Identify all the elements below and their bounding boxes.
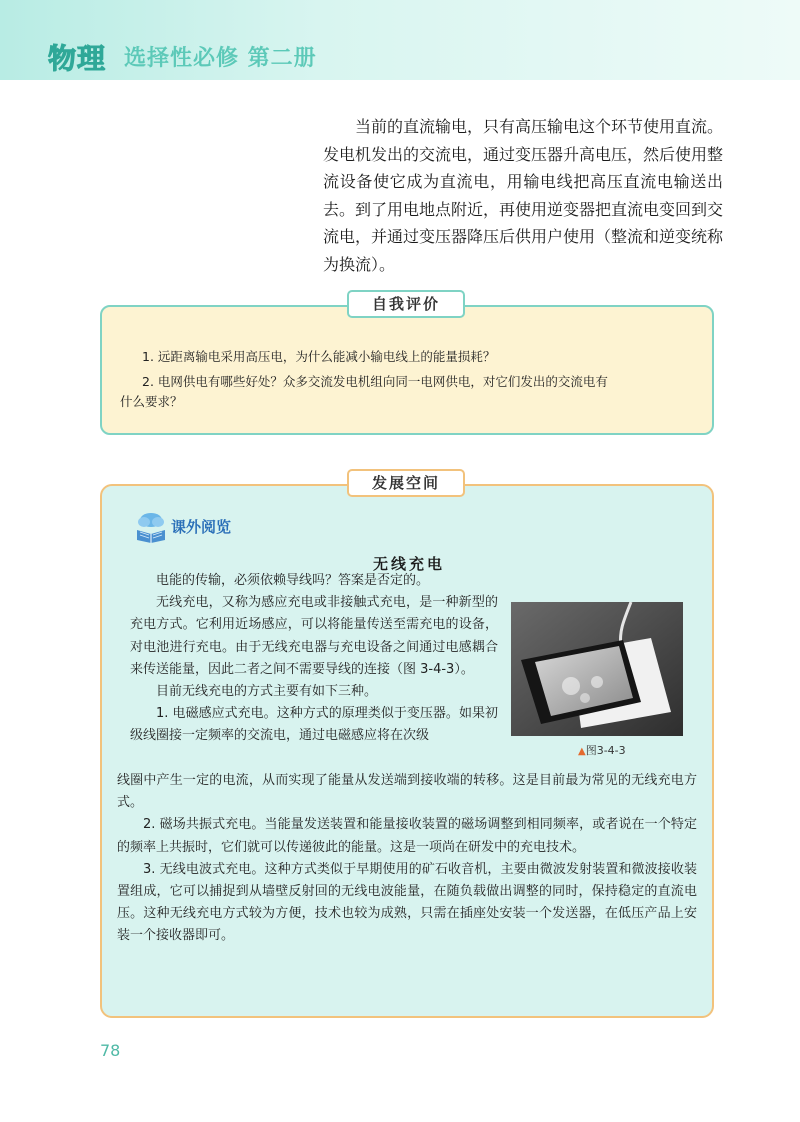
page-header xyxy=(0,0,800,80)
article-title: 无线充电 xyxy=(372,555,445,573)
self-assessment-box xyxy=(100,305,714,435)
book-title: 物理 xyxy=(48,42,107,75)
assessment-question-2-line1: 2. 电网供电有哪些好处？众多交流发电机组向同一电网供电，对它们发出的交流电有 xyxy=(142,374,608,389)
triangle-marker-icon: ▲ xyxy=(578,746,586,757)
wireless-charging-photo xyxy=(511,602,683,736)
figure-caption-text: 图3-4-3 xyxy=(585,744,626,757)
article-body-bottom xyxy=(117,770,697,948)
intro-paragraph xyxy=(323,113,723,278)
self-assessment-title: 自我评价 xyxy=(347,290,465,318)
article-paragraph: 无线充电，又称为感应充电或非接触式充电，是一种新型的充电方式。它利用近场感应，可以将能量传送至需充电的设备，对电池进行充电。由于无线充电器与充电设备之间通过电感耦合来传送能量，因此二者之间不需要导线的连接（图 3-4-3）。 xyxy=(130,595,498,677)
book-cloud-icon xyxy=(133,508,169,544)
assessment-question-2-line2: 什么要求？ xyxy=(120,394,183,409)
development-space-title: 发展空间 xyxy=(347,469,465,497)
intro-text: 当前的直流输电，只有高压输电这个环节使用直流。发电机发出的交流电，通过变压器升高电压，然后使用整流设备使它成为直流电，用输电线把高压直流电输送出去。到了用电地点附近，再使用逆变器把直流电变回到交流电，并通过变压器降压后供用户使用（整流和逆变统称为换流）。 xyxy=(323,117,724,274)
book-subtitle: 选择性必修 第二册 xyxy=(124,46,317,71)
assessment-question-1: 1. 远距离输电采用高压电，为什么能减小输电线上的能量损耗？ xyxy=(142,349,496,364)
article-paragraph: 1. 电磁感应式充电。这种方式的原理类似于变压器。如果初级线圈接一定频率的交流电，通过电磁感应将在次级 xyxy=(130,706,498,744)
figure-caption xyxy=(578,742,626,758)
article-paragraph: 2. 磁场共振式充电。当能量发送装置和能量接收装置的磁场调整到相同频率，或者说在一个特定的频率上共振时，它们就可以传递彼此的能量。这是一项尚在研发中的充电技术。 xyxy=(117,817,697,855)
article-paragraph: 电能的传输，必须依赖导线吗？答案是否定的。 xyxy=(156,573,430,588)
assessment-question-2 xyxy=(120,372,702,412)
extracurricular-reading-label: 课外阅览 xyxy=(171,518,232,536)
article-body-top xyxy=(130,570,498,748)
article-paragraph: 目前无线充电的方式主要有如下三种。 xyxy=(156,684,378,700)
article-paragraph: 线圈中产生一定的电流，从而实现了能量从发送端到接收端的转移。这是目前最为常见的无线充电方式。 xyxy=(117,773,697,811)
page-number: 78 xyxy=(100,1041,121,1060)
article-paragraph: 3. 无线电波式充电。这种方式类似于早期使用的矿石收音机，主要由微波发射装置和微波接收装置组成，它可以捕捉到从墙壁反射回的无线电波能量，在随负载做出调整的同时，保持稳定的直流电压。这种无线充电方式较为方便，技术也较为成熟，只需在插座处安装一个发送器，在低压产品上安装一个接收器即可。 xyxy=(117,861,697,944)
